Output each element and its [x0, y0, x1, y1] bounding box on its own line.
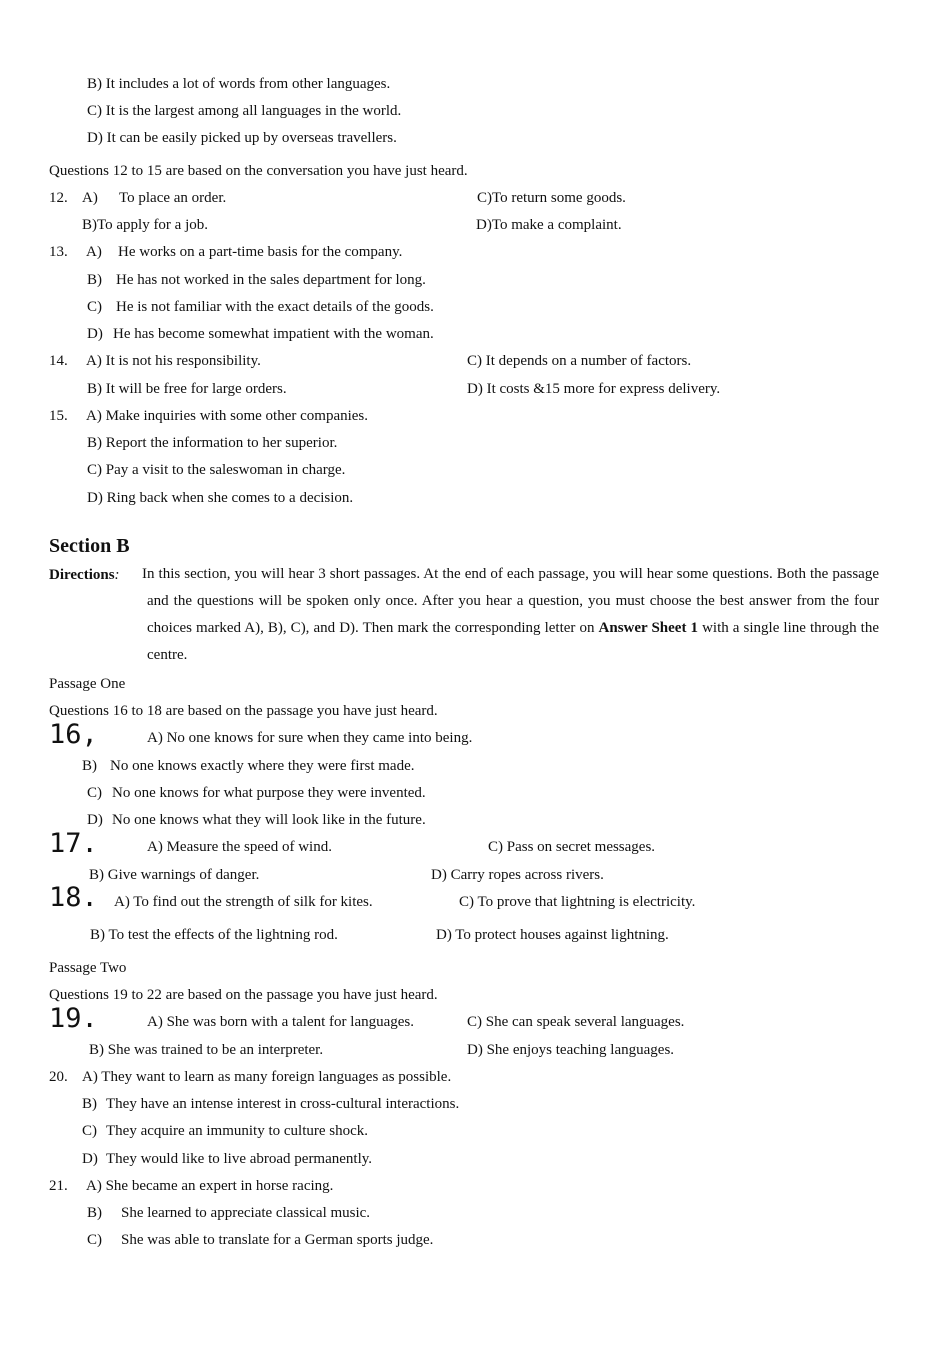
q13-option-d: He has become somewhat impatient with the woman.: [113, 326, 434, 342]
q19-option-a: A) She was born with a talent for languages.: [147, 1014, 415, 1030]
passage-two-intro: Questions 19 to 22 are based on the passage you have just heard.: [49, 987, 438, 1003]
q21-number: 21.: [49, 1178, 68, 1194]
q19-number: 19.: [49, 1003, 98, 1034]
q17-option-d: D) Carry ropes across rivers.: [431, 867, 604, 883]
conversation-intro: Questions 12 to 15 are based on the conversation you have just heard.: [49, 163, 468, 179]
q11-option-d: D) It can be easily picked up by overseas travellers.: [87, 130, 397, 146]
q12-option-b: B)To apply for a job.: [82, 217, 209, 233]
q15-option-d: D) Ring back when she comes to a decision.: [87, 490, 354, 506]
directions-colon: :: [114, 567, 120, 583]
q14-number: 14.: [49, 353, 68, 369]
q18-option-c: C) To prove that lightning is electricity.: [459, 894, 696, 910]
q13-d-letter: D): [87, 326, 103, 342]
q13-number: 13.: [49, 244, 68, 260]
q15-number: 15.: [49, 408, 68, 424]
q17-option-c: C) Pass on secret messages.: [488, 839, 656, 855]
q16-option-c: No one knows for what purpose they were invented.: [112, 785, 426, 801]
q17-number: 17.: [49, 828, 98, 859]
q20-option-b: They have an intense interest in cross-cultural interactions.: [106, 1096, 460, 1112]
q14-option-d: D) It costs &15 more for express delivery.: [467, 381, 721, 397]
q18-option-d: D) To protect houses against lightning.: [436, 927, 669, 943]
q18-option-b: B) To test the effects of the lightning rod.: [90, 927, 338, 943]
directions-end: with a single line through the centre.: [147, 620, 880, 663]
q19-option-c: C) She can speak several languages.: [467, 1014, 685, 1030]
q21-c-letter: C): [87, 1232, 102, 1248]
q12-a-letter: A): [82, 190, 98, 206]
q14-option-b: B) It will be free for large orders.: [87, 381, 287, 397]
q13-b-letter: B): [87, 272, 102, 288]
q21-option-a: A) She became an expert in horse racing.: [86, 1178, 334, 1194]
q16-b-letter: B): [82, 758, 97, 774]
q20-d-letter: D): [82, 1151, 98, 1167]
q14-option-c: C) It depends on a number of factors.: [467, 353, 692, 369]
q16-c-letter: C): [87, 785, 102, 801]
q20-option-c: They acquire an immunity to culture shock.: [106, 1123, 369, 1139]
section-b-heading: Section B: [49, 535, 130, 557]
answer-sheet-label: Answer Sheet 1: [598, 620, 699, 636]
q12-option-d: D)To make a complaint.: [476, 217, 622, 233]
q16-d-letter: D): [87, 812, 103, 828]
directions-paragraph: [142, 561, 880, 669]
q15-option-b: B) Report the information to her superior.: [87, 435, 338, 451]
q13-a-letter: A): [86, 244, 102, 260]
directions-label-text: Directions: [49, 567, 115, 583]
passage-two-label: Passage Two: [49, 960, 127, 976]
q12-option-c: C)To return some goods.: [477, 190, 626, 206]
q21-b-letter: B): [87, 1205, 102, 1221]
q17-option-a: A) Measure the speed of wind.: [147, 839, 332, 855]
passage-one-intro: Questions 16 to 18 are based on the passage you have just heard.: [49, 703, 438, 719]
q18-number: 18.: [49, 882, 98, 913]
q20-c-letter: C): [82, 1123, 97, 1139]
q16-option-d: No one knows what they will look like in the future.: [112, 812, 426, 828]
q20-option-d: They would like to live abroad permanently.: [106, 1151, 373, 1167]
q13-option-b: He has not worked in the sales department for long.: [116, 272, 426, 288]
q20-option-a: A) They want to learn as many foreign languages as possible.: [82, 1069, 452, 1085]
directions-label: [49, 566, 120, 584]
q19-option-d: D) She enjoys teaching languages.: [467, 1042, 675, 1058]
q12-number: 12.: [49, 190, 68, 206]
q15-option-a: A) Make inquiries with some other companies.: [86, 408, 369, 424]
q14-option-a: A) It is not his responsibility.: [86, 353, 261, 369]
q17-option-b: B) Give warnings of danger.: [89, 867, 260, 883]
q20-number: 20.: [49, 1069, 68, 1085]
q11-option-b: B) It includes a lot of words from other languages.: [87, 76, 391, 92]
q16-number: 16,: [49, 719, 98, 750]
passage-one-label: Passage One: [49, 676, 126, 692]
q16-option-b: No one knows exactly where they were first made.: [110, 758, 415, 774]
directions-text: In this section, you will hear 3 short passages. At the end of each passage, you will hear some questions. Both the passage and the questions will be spoken only once. After you hear a question, you must choose the best answer from the four choices marked A), B), C), and D). Then mark the corresponding letter on: [142, 566, 879, 636]
q13-option-c: He is not familiar with the exact details of the goods.: [116, 299, 434, 315]
q18-option-a: A) To find out the strength of silk for kites.: [114, 894, 373, 910]
q12-option-a: To place an order.: [119, 190, 227, 206]
q15-option-c: C) Pay a visit to the saleswoman in charge.: [87, 462, 346, 478]
q21-option-c: She was able to translate for a German sports judge.: [121, 1232, 434, 1248]
q11-option-c: C) It is the largest among all languages in the world.: [87, 103, 402, 119]
q21-option-b: She learned to appreciate classical music.: [121, 1205, 371, 1221]
q13-c-letter: C): [87, 299, 102, 315]
q19-option-b: B) She was trained to be an interpreter.: [89, 1042, 324, 1058]
q13-option-a: He works on a part-time basis for the company.: [118, 244, 403, 260]
q20-b-letter: B): [82, 1096, 97, 1112]
q16-option-a: A) No one knows for sure when they came into being.: [147, 730, 473, 746]
